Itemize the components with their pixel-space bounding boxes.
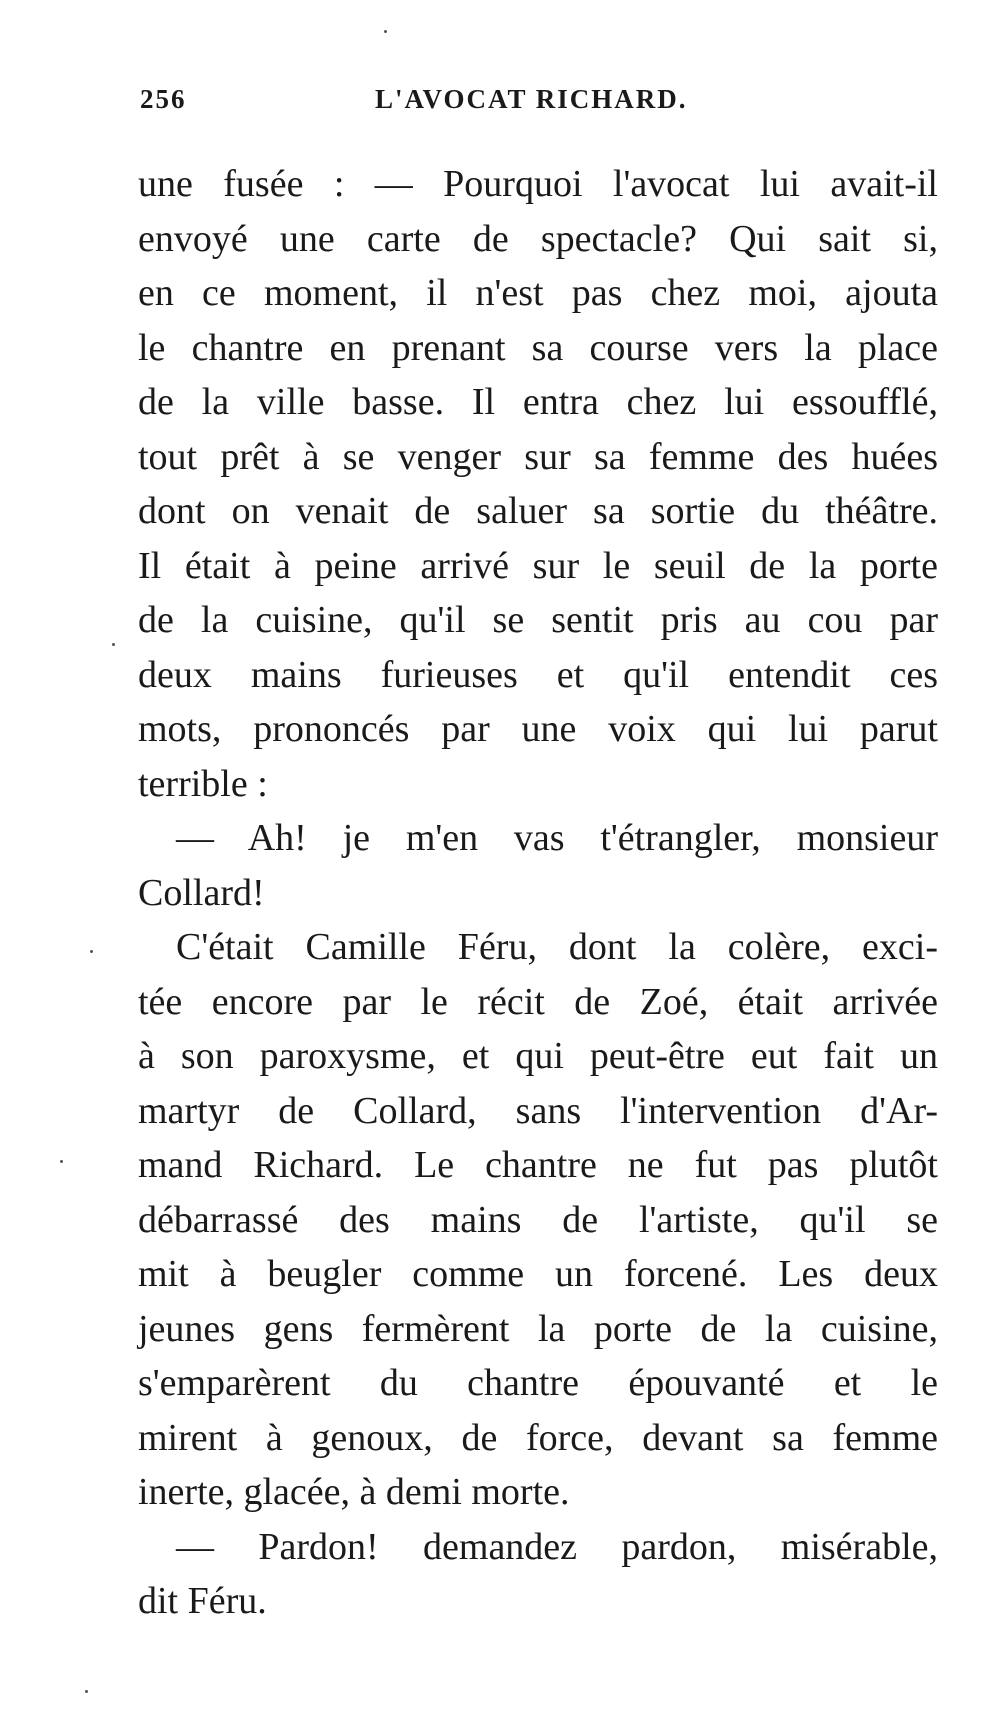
text-line: le chantre en prenant sa course vers la place bbox=[138, 326, 938, 369]
text-line: de la cuisine, qu'il se sentit pris au cou par bbox=[138, 599, 938, 641]
text-line: de la ville basse. Il entra chez lui essoufflé, bbox=[138, 381, 938, 423]
text-line: C'était Camille Féru, dont la colère, exci- bbox=[176, 926, 938, 968]
text-line: martyr de Collard, sans l'intervention d'Ar- bbox=[138, 1089, 938, 1132]
page-header bbox=[140, 84, 940, 124]
text-line: en ce moment, il n'est pas chez moi, ajouta bbox=[138, 272, 938, 314]
print-speck bbox=[85, 1690, 88, 1693]
body-text bbox=[138, 157, 938, 1629]
text-line: une fusée : — Pourquoi l'avocat lui avait-il bbox=[138, 163, 938, 205]
print-speck bbox=[60, 1160, 63, 1163]
text-line: — Pardon! demandez pardon, misérable, bbox=[176, 1525, 938, 1568]
text-line: Il était à peine arrivé sur le seuil de la porte bbox=[138, 544, 938, 587]
text-line: jeunes gens fermèrent la porte de la cuisine, bbox=[138, 1307, 938, 1350]
text-line: — Ah! je m'en vas t'étrangler, monsieur bbox=[176, 817, 938, 859]
text-line: dont on venait de saluer sa sortie du théâtre. bbox=[138, 490, 938, 532]
page-number: 256 bbox=[140, 84, 187, 114]
text-line: deux mains furieuses et qu'il entendit ces bbox=[138, 653, 938, 696]
text-line: mand Richard. Le chantre ne fut pas plutôt bbox=[138, 1144, 938, 1186]
text-line: mots, prononcés par une voix qui lui parut bbox=[138, 708, 938, 750]
text-line: mit à beugler comme un forcené. Les deux bbox=[138, 1253, 938, 1295]
text-line: dit Féru. bbox=[138, 1580, 267, 1622]
text-line: mirent à genoux, de force, devant sa femme bbox=[138, 1416, 938, 1459]
text-line: terrible : bbox=[138, 762, 268, 805]
print-speck bbox=[384, 30, 387, 33]
text-line: tout prêt à se venger sur sa femme des huées bbox=[138, 435, 938, 478]
text-line: envoyé une carte de spectacle? Qui sait si, bbox=[138, 217, 938, 260]
text-line: Collard! bbox=[138, 871, 265, 914]
text-line: tée encore par le récit de Zoé, était arrivée bbox=[138, 980, 938, 1023]
print-speck bbox=[112, 643, 115, 646]
text-line: débarrassé des mains de l'artiste, qu'il se bbox=[138, 1198, 938, 1241]
text-line: à son paroxysme, et qui peut-être eut fait un bbox=[138, 1035, 938, 1077]
print-speck bbox=[90, 950, 93, 953]
text-line: inerte, glacée, à demi morte. bbox=[138, 1471, 570, 1513]
running-title: L'AVOCAT RICHARD. bbox=[375, 84, 688, 114]
text-line: s'emparèrent du chantre épouvanté et le bbox=[138, 1362, 938, 1404]
